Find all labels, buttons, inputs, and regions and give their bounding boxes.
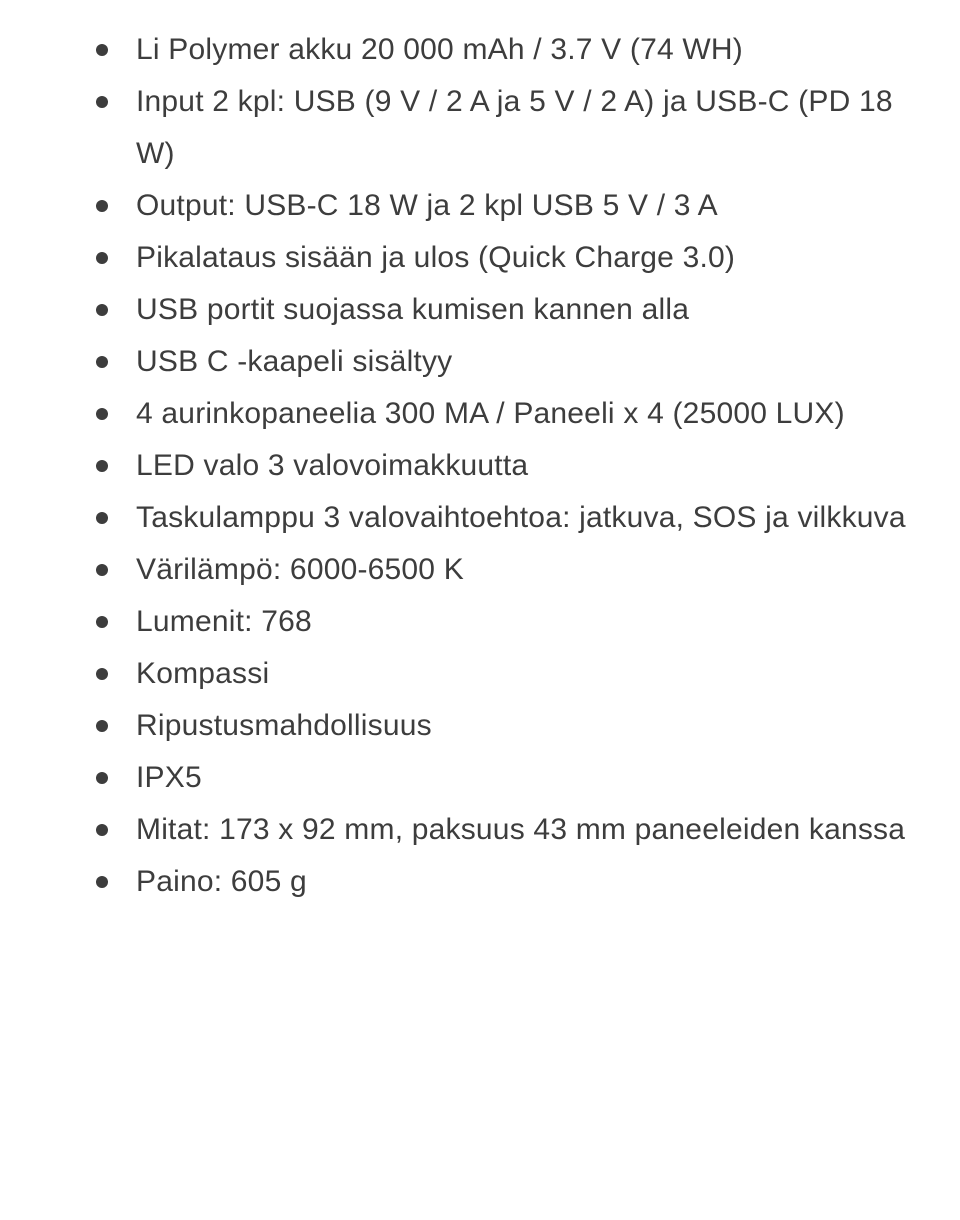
spec-item-text: Input 2 kpl: USB (9 V / 2 A ja 5 V / 2 A) ja USB-C (PD 18 W): [136, 85, 893, 170]
bullet-icon: [96, 44, 108, 56]
spec-item-text: Mitat: 173 x 92 mm, paksuus 43 mm paneeleiden kanssa: [136, 813, 906, 846]
spec-list-item: [136, 232, 924, 284]
spec-item-text: IPX5: [136, 761, 202, 794]
bullet-icon: [96, 564, 108, 576]
bullet-icon: [96, 720, 108, 732]
bullet-icon: [96, 200, 108, 212]
spec-item-text: Taskulamppu 3 valovaihtoehtoa: jatkuva, SOS ja vilkkuva: [136, 501, 906, 534]
spec-list-item: [136, 24, 924, 76]
spec-item-text: Paino: 605 g: [136, 865, 307, 898]
spec-list-item: [136, 492, 924, 544]
bullet-icon: [96, 616, 108, 628]
spec-item-text: USB portit suojassa kumisen kannen alla: [136, 293, 690, 326]
bullet-icon: [96, 356, 108, 368]
bullet-icon: [96, 252, 108, 264]
bullet-icon: [96, 668, 108, 680]
bullet-icon: [96, 876, 108, 888]
bullet-icon: [96, 460, 108, 472]
spec-list-item: [136, 648, 924, 700]
spec-item-text: Li Polymer akku 20 000 mAh / 3.7 V (74 WH): [136, 33, 743, 66]
bullet-icon: [96, 96, 108, 108]
bullet-icon: [96, 408, 108, 420]
bullet-icon: [96, 304, 108, 316]
spec-item-text: Pikalataus sisään ja ulos (Quick Charge 3.0): [136, 241, 736, 274]
bullet-icon: [96, 772, 108, 784]
spec-list-item: [136, 856, 924, 908]
spec-list-item: [136, 804, 924, 856]
spec-list-item: [136, 440, 924, 492]
bullet-icon: [96, 512, 108, 524]
spec-list-item: [136, 284, 924, 336]
spec-list-item: [136, 336, 924, 388]
spec-item-text: 4 aurinkopaneelia 300 MA / Paneeli x 4 (25000 LUX): [136, 397, 845, 430]
spec-list-item: [136, 752, 924, 804]
spec-item-text: USB C -kaapeli sisältyy: [136, 345, 453, 378]
spec-list-item: [136, 596, 924, 648]
spec-item-text: Output: USB-C 18 W ja 2 kpl USB 5 V / 3 A: [136, 189, 718, 222]
spec-list-item: [136, 388, 924, 440]
spec-item-text: Ripustusmahdollisuus: [136, 709, 432, 742]
spec-list-item: [136, 76, 924, 180]
bullet-icon: [96, 824, 108, 836]
spec-item-text: LED valo 3 valovoimakkuutta: [136, 449, 529, 482]
spec-item-text: Lumenit: 768: [136, 605, 312, 638]
spec-list-item: [136, 180, 924, 232]
spec-item-text: Kompassi: [136, 657, 270, 690]
spec-item-text: Värilämpö: 6000-6500 K: [136, 553, 464, 586]
spec-list-item: [136, 700, 924, 752]
spec-list-item: [136, 544, 924, 596]
